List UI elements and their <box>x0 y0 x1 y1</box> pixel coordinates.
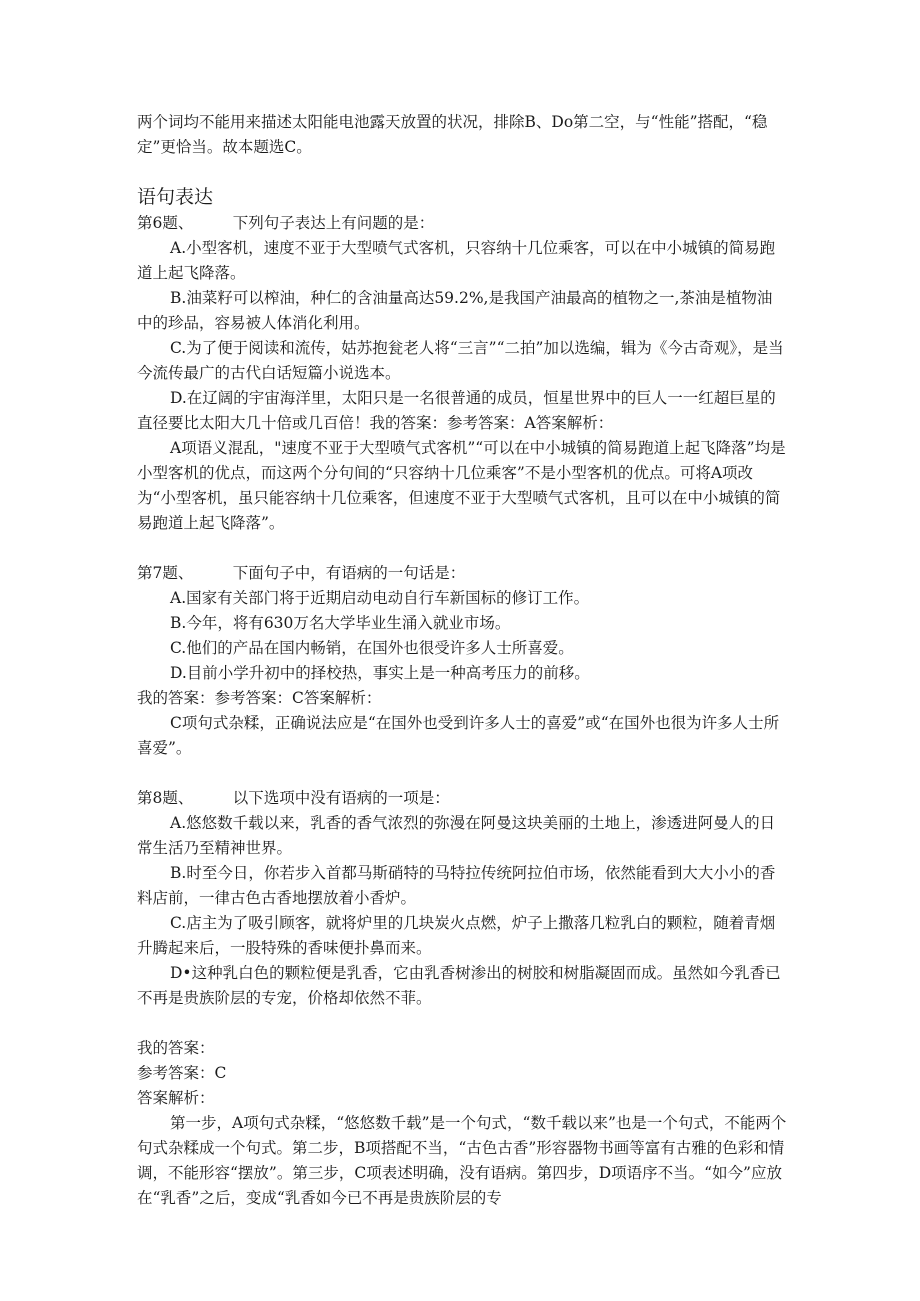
q6-title <box>137 211 787 236</box>
q6-option-c: C.为了便于阅读和流传，姑苏抱瓮老人将“三言”“二拍”加以选编，辑为《今古奇观》，是当今流传最广的古代白话短篇小说选本。 <box>137 339 784 382</box>
spacer <box>137 1011 787 1036</box>
q6-option-d: D.在辽阔的宇宙海洋里，太阳只是一名很普通的成员，恒星世界中的巨人一一红超巨星的直径要比太阳大几十倍或几百倍！我的答案：参考答案：A答案解析： <box>137 389 776 432</box>
q8-analysis: 第一步，A项句式杂糅，“悠悠数千载”是一个句式，“数千载以来”也是一个句式，不能两个句式杂糅成一个句式。第二步，B项搭配不当，“古色古香”形容器物书画等富有古雅的色彩和情调，不能形容“摆放”。第三步，C项表述明确，没有语病。第四步，D项语序不当。“如今”应放在“乳香”之后，变成“乳香如今已不再是贵族阶层的专 <box>137 1114 787 1207</box>
q6-option-b: B.油菜籽可以榨油，种仁的含油量高达59.2%,是我国产油最高的植物之一,茶油是植物油中的珍品，容易被人体消化利用。 <box>137 289 773 332</box>
q8-stem: 以下选项中没有语病的一项是： <box>232 789 450 807</box>
q6-analysis: A项语义混乱，"速度不亚于大型喷气式客机”“可以在中小城镇的简易跑道上起飞降落”均是小型客机的优点，而这两个分句间的“只容纳十几位乘客”不是小型客机的优点。可将A项改为“小型客机，虽只能容纳十几位乘客，但速度不亚于大型喷气式客机，且可以在中小城镇的简易跑道上起飞降落”。 <box>137 439 786 532</box>
q6-option-a: A.小型客机，速度不亚于大型喷气式客机，只容纳十几位乘客，可以在中小城镇的简易跑道上起飞降落。 <box>137 239 776 282</box>
q7-analysis: C项句式杂糅，正确说法应是“在国外也受到许多人士的喜爱”或“在国外也很为许多人士所喜爱”。 <box>137 714 780 757</box>
q6-header: 第6题、 <box>137 214 194 232</box>
q8-title <box>137 786 787 811</box>
q8-option-c: C.店主为了吸引顾客，就将炉里的几块炭火点燃，炉子上撒落几粒乳白的颗粒，随着青烟升腾起来后，一股特殊的香味便扑鼻而来。 <box>137 914 776 957</box>
document-page <box>137 110 787 1211</box>
q8-option-b: B.时至今日，你若步入首都马斯硝特的马特拉传统阿拉伯市场，依然能看到大大小小的香料店前，一律古色古香地摆放着小香炉。 <box>137 864 776 907</box>
q8-analysis-label: 答案解析： <box>137 1089 215 1107</box>
q7-option-d: D.目前小学升初中的择校热，事实上是一种高考压力的前移。 <box>170 664 590 682</box>
q7-title <box>137 561 787 586</box>
q7-option-b: B.今年，将有630万名大学毕业生涌入就业市场。 <box>170 614 511 632</box>
q7-stem: 下面句子中，有语病的一句话是： <box>232 564 466 582</box>
q7-option-c: C.他们的产品在国内畅销，在国外也很受许多人士所喜爱。 <box>170 639 574 657</box>
q7-header: 第7题、 <box>137 564 194 582</box>
q8-my-answer: 我的答案： <box>137 1039 215 1057</box>
spacer <box>137 536 787 561</box>
q8-option-d: D•这种乳白色的颗粒便是乳香，它由乳香树渗出的树胶和树脂凝固而成。虽然如今乳香已不再是贵族阶层的专宠，价格却依然不菲。 <box>137 964 781 1007</box>
q7-answer-line: 我的答案：参考答案：C答案解析： <box>137 689 382 707</box>
q6-stem: 下列句子表达上有问题的是： <box>232 214 435 232</box>
q8-reference-answer: 参考答案：C <box>137 1064 227 1082</box>
q7-option-a: A.国家有关部门将于近期启动电动自行车新国标的修订工作。 <box>170 589 590 607</box>
intro-paragraph: 两个词均不能用来描述太阳能电池露天放置的状况，排除B、Do第二空，与“性能”搭配，“稳定”更恰当。故本题选C。 <box>137 113 768 156</box>
q8-header: 第8题、 <box>137 789 194 807</box>
q8-option-a: A.悠悠数千载以来，乳香的香气浓烈的弥漫在阿曼这块美丽的土地上，渗透进阿曼人的日常生活乃至精神世界。 <box>137 814 776 857</box>
section-title: 语句表达 <box>137 186 214 208</box>
spacer <box>137 761 787 786</box>
